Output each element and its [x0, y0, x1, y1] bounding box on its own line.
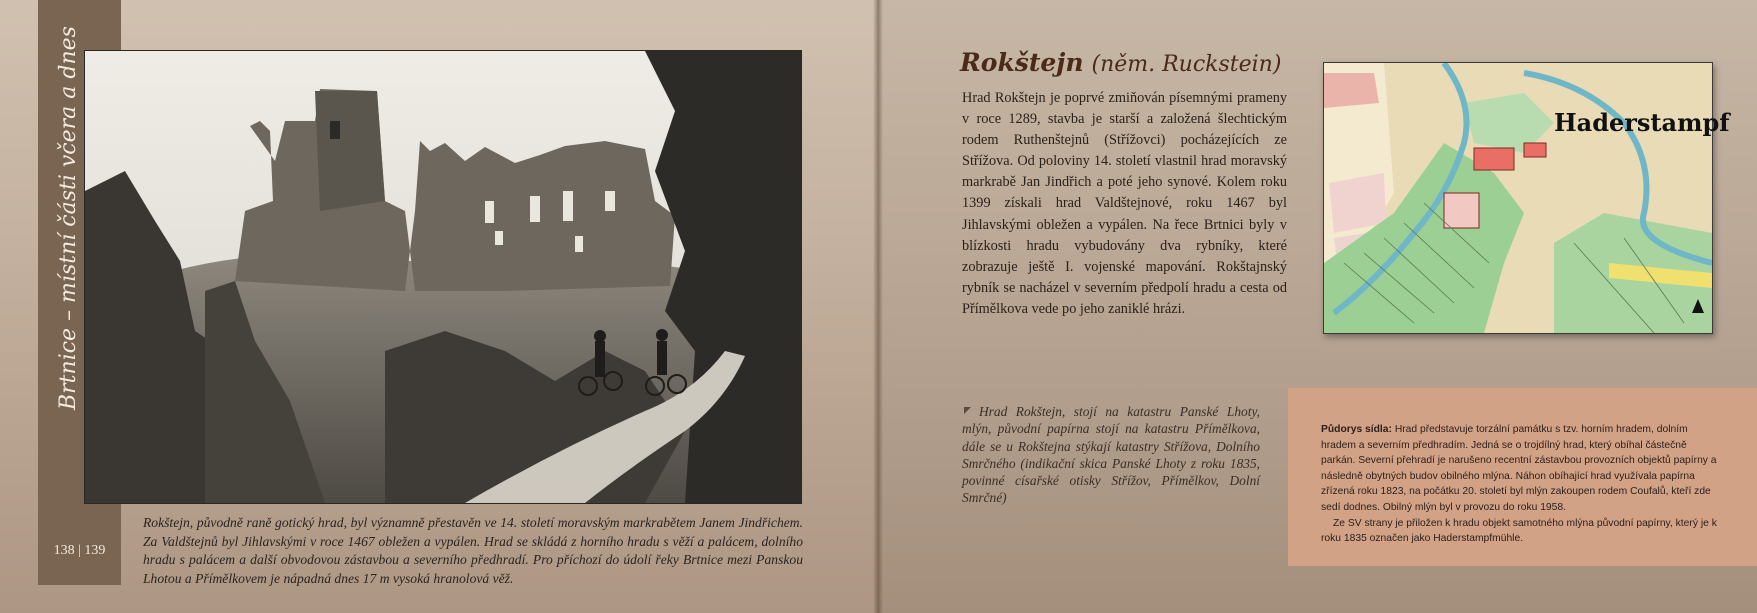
cadastral-map [1323, 62, 1730, 334]
map-label: Haderstampf [1554, 108, 1730, 137]
sidebar-title: Brtnice – místní části včera a dnes [56, 26, 81, 410]
caption-pointer-icon [964, 407, 971, 414]
info-box [1288, 388, 1757, 566]
info-paragraph-1-text: Hrad představuje torzální památku s tzv. horním hradem, dolním hradem a severním předhradím. Jedná se o trojdílný hrad, který obíhal částečně parkán. Severní přehradí je narušeno recentní zástavbou provozních objektů papírny a následně obytných budov obilného mlýna. Náhon obíhající hrad využívala papírna zřízená roku 1823, na počátku 20. století byl mlýn zakoupen rodem Coufalů, kteří zde sedí dodnes. Obilný mlýn byl v provozu do roku 1958. [1321, 424, 1717, 513]
map-caption-text: Hrad Rokštejn, stojí na katastru Panské Lhoty, mlýn, původní papírna stojí na katastru Přímělkova, dále se u Rokštejna stýkají katastry Střížova, Dolního Smrčného (indikační skica Panské Lhoty z roku 1835, povinné císařské otisky Střížov, Přímělkov, Dolní Smrčné) [962, 404, 1260, 506]
page-title [960, 48, 1281, 77]
map-caption [962, 403, 1260, 507]
page-numbers: 138 | 139 [53, 543, 106, 558]
cadastral-map-icon [1324, 63, 1712, 333]
info-label: Půdorys sídla: [1321, 424, 1392, 435]
body-paragraph: Hrad Rokštejn je poprvé zmiňován písemnými prameny v roce 1289, stavba je starší a založená šlechtickým rodem Ruthenštejnů (Střížovci) pocházejících ze Střížova. Od poloviny 14. století vlastnil hrad moravský markrabě Jan Jindřich a poté jeho synové. Kolem roku 1399 získali hrad Valdštejnové, roku 1467 byl Jihlavskými obležen a vypálen. Na řece Brtnici byly v blízkosti hradu vybudovány dva rybníky, které zobrazuje ještě I. vojenské mapování. Rokštajnský rybník se nacházel v severním předpolí hradu a cesta od Přímělkova vede po jeho zaniklé hrázi. [962, 90, 1287, 317]
info-box-text [1321, 422, 1721, 547]
heading-main: Rokštejn [960, 48, 1084, 77]
photo-caption: Rokštejn, původně raně gotický hrad, byl významně přestavěn ve 14. století moravským markrabětem Janem Jindřichem. Za Valdštejnů byl Jihlavskými v roce 1467 obležen a vypálen. Hrad se skládá z horního hradu s věží a palácem, dolního hradu s palácem a další obvodovou zástavbou a severního předhradí. Pro příchozí do údolí řeky Brtnice mezi Panskou Lhotou a Přímělkovem je nápadná dnes 17 m vysoká hranolová věž. [143, 515, 803, 586]
heading-sub: (něm. Ruckstein) [1091, 52, 1282, 77]
book-gutter [873, 0, 883, 613]
castle-ruin-photo [84, 50, 802, 504]
info-paragraph-1 [1321, 422, 1721, 516]
info-paragraph-2: Ze SV strany je přiložen k hradu objekt samotného mlýna původní papírny, který je k roku 1835 označen jako Haderstampfmühle. [1321, 517, 1717, 545]
castle-ruin-icon [85, 51, 801, 503]
